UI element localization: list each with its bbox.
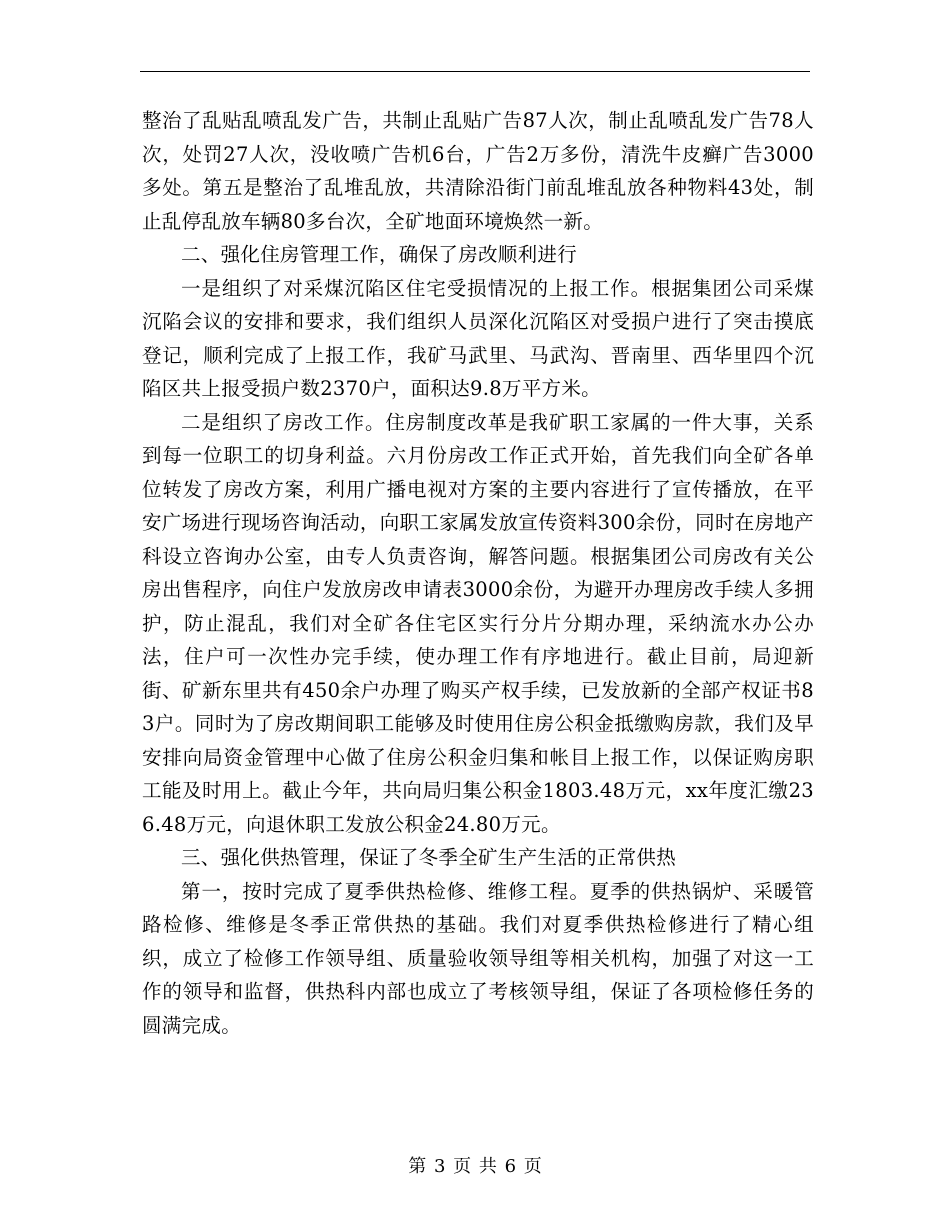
section-heading-3: 三、强化供热管理，保证了冬季全矿生产生活的正常供热 [181,846,677,869]
page-number-footer: 第 3 页 共 6 页 [408,1156,542,1177]
header-rule [140,71,810,72]
paragraph-housing-reform: 二是组织了房改工作。住房制度改革是我矿职工家属的一件大事，关系到每一位职工的切身利益。六月份房改工作正式开始，首先我们向全矿各单位转发了房改方案，利用广播电视对方案的主要内容进行了宣传播放，在平安广场进行现场咨询活动，向职工家属发放宣传资料300余份，同时在房地产科设立咨询办公室，由专人负责咨询，解答问题。根据集团公司房改有关公房出售程序，向住户发放房改申请表3000余份，为避开办理房改手续人多拥护，防止混乱，我们对全矿各住宅区实行分片分期办理，采纳流水办公办法，住户可一次性办完手续，使办理工作有序地进行。截止目前，局迎新街、矿新东里共有450余户办理了购买产权手续，已发放新的全部产权证书83户。同时为了房改期间职工能够及时使用住房公积金抵缴购房款，我们及早安排向局资金管理中心做了住房公积金归集和帐目上报工作，以保证购房职工能及时用上。截止今年，共向局归集公积金1803.48万元，xx年度汇缴236.48万元，向退休职工发放公积金24.80万元。 [142,410,814,836]
paragraph-heating-maintenance: 第一，按时完成了夏季供热检修、维修工程。夏季的供热锅炉、采暖管路检修、维修是冬季正常供热的基础。我们对夏季供热检修进行了精心组织，成立了检修工作领导组、质量验收领导组等相关机构，加强了对这一工作的领导和监督，供热科内部也成立了考核领导组，保证了各项检修任务的圆满完成。 [142,879,814,1037]
document-body [142,104,814,1042]
section-heading-2: 二、强化住房管理工作，确保了房改顺利进行 [181,243,578,266]
paragraph-subsidence-report: 一是组织了对采煤沉陷区住宅受损情况的上报工作。根据集团公司采煤沉陷会议的安排和要求，我们组织人员深化沉陷区对受损户进行了突击摸底登记，顺利完成了上报工作，我矿马武里、马武沟、晋南里、西华里四个沉陷区共上报受损户数2370户，面积达9.8万平方米。 [142,276,814,400]
paragraph-1: 整治了乱贴乱喷乱发广告，共制止乱贴广告87人次，制止乱喷乱发广告78人次，处罚27人次，没收喷广告机6台，广告2万多份，清洗牛皮癣广告3000多处。第五是整治了乱堆乱放，共清除沿街门前乱堆乱放各种物料43处，制止乱停乱放车辆80多台次，全矿地面环境焕然一新。 [142,109,814,233]
